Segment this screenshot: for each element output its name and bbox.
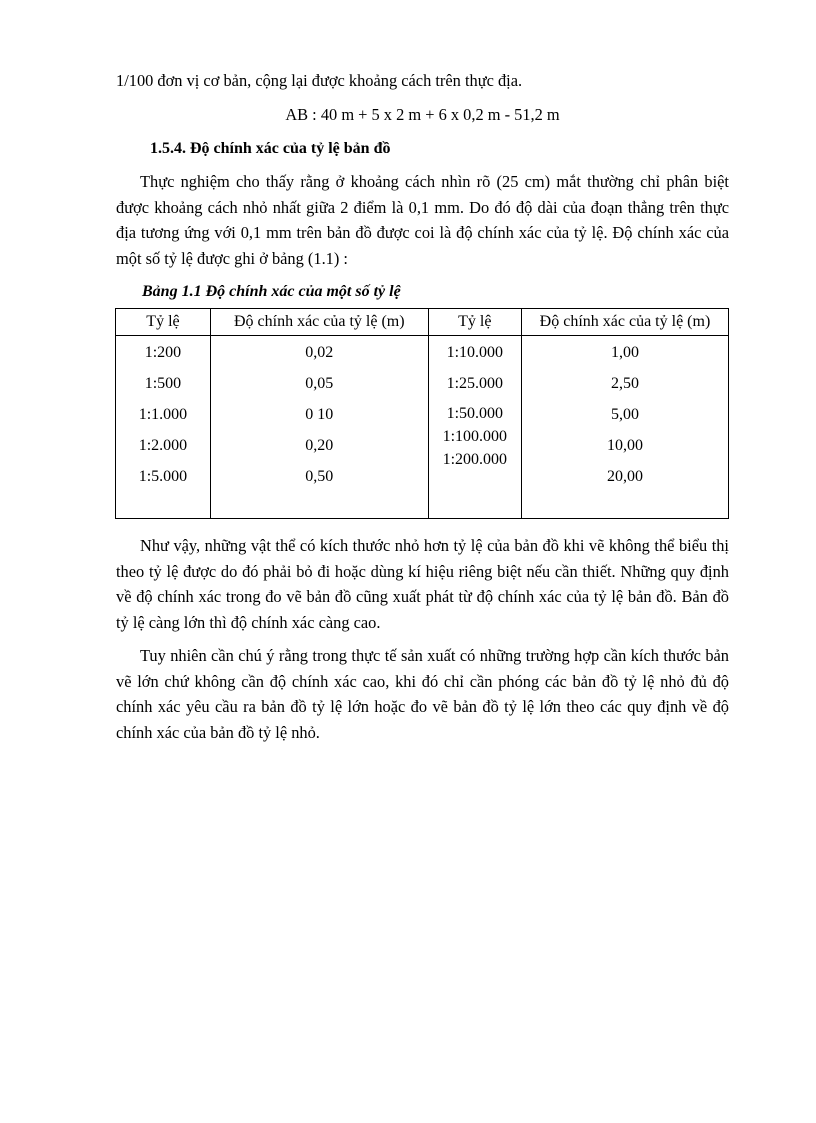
table-cell: 0,05 (305, 375, 334, 392)
section-heading: 1.5.4. Độ chính xác của tỷ lệ bản đồ (150, 140, 391, 157)
table-cell: 10,00 (606, 437, 643, 454)
accuracy-table (115, 308, 729, 519)
paragraph-3: Tuy nhiên cần chú ý rằng trong thực tế sản xuất có những trường hợp cần kích thước bản vẽ lớn chứ không cần độ chính xác cao, khi đó chỉ cần phóng các bản đồ tỷ lệ nhỏ đủ độ chính xác yêu cầu ra bản đồ tỷ lệ lớn hoặc đo vẽ bản đồ tỷ lệ lớn theo các quy định về độ chính xác của bản đồ tỷ lệ nhỏ. (116, 646, 729, 742)
table-cell: 1:10.000 (446, 344, 504, 361)
header-accuracy-left: Độ chính xác của tỷ lệ (m) (210, 309, 428, 336)
left-accuracy-cell (210, 336, 428, 519)
table-cell: 1:200 (144, 344, 182, 361)
header-accuracy-right: Độ chính xác của tỷ lệ (m) (521, 309, 728, 336)
table-row (116, 336, 729, 519)
table-cell: 0,20 (305, 437, 334, 454)
table-cell: 1:2.000 (138, 437, 188, 454)
table-cell: 1:1.000 (138, 406, 188, 423)
left-scales-cell (116, 336, 211, 519)
table-cell: 0,50 (305, 468, 334, 485)
table-cell: 1:25.000 (446, 375, 504, 392)
header-scale-left: Tỷ lệ (116, 309, 211, 336)
right-accuracy-cell (521, 336, 728, 519)
intro-line: 1/100 đơn vị cơ bản, cộng lại được khoảng cách trên thực địa. (116, 71, 523, 90)
table-cell: 1:500 (144, 375, 182, 392)
table-cell: 0,02 (305, 344, 334, 361)
table-cell: 1:100.000 (442, 428, 508, 445)
table-header-row (116, 309, 729, 336)
document-page (116, 68, 729, 745)
paragraph-1: Thực nghiệm cho thấy rằng ở khoảng cách nhìn rõ (25 cm) mắt thường chỉ phân biệt được khoảng cách nhỏ nhất giữa 2 điểm là 0,1 mm. Do đó độ dài của đoạn thẳng trên thực địa tương ứng với 0,1 mm trên bản đồ được coi là độ chính xác của tỷ lệ. Độ chính xác của một số tỷ lệ được ghi ở bảng (1.1) : (116, 172, 729, 268)
paragraph-2: Như vậy, những vật thể có kích thước nhỏ hơn tỷ lệ của bản đồ khi vẽ không thể biểu thị theo tỷ lệ được do đó phải bỏ đi hoặc dùng kí hiệu riêng biệt nếu cần thiết. Những quy định về độ chính xác trong đo vẽ bản đồ cũng xuất phát từ độ chính xác của tỷ lệ bản đồ. Bản đồ tỷ lệ càng lớn thì độ chính xác càng cao. (116, 536, 729, 632)
table-cell: 1:200.000 (442, 451, 508, 468)
table-cell: 1:5.000 (138, 468, 188, 485)
table-cell: 0 10 (305, 406, 334, 423)
table-cell: 20,00 (606, 468, 643, 485)
right-scales-cell (428, 336, 521, 519)
formula: AB : 40 m + 5 x 2 m + 6 x 0,2 m - 51,2 m (285, 105, 560, 124)
table-cell: 2,50 (610, 375, 639, 392)
table-cell: 1:50.000 (446, 405, 504, 422)
table-caption: Bảng 1.1 Độ chính xác của một số tỷ lệ (142, 283, 401, 300)
header-scale-right: Tỷ lệ (428, 309, 521, 336)
table-cell: 1,00 (610, 344, 639, 361)
table-cell: 5,00 (610, 406, 639, 423)
